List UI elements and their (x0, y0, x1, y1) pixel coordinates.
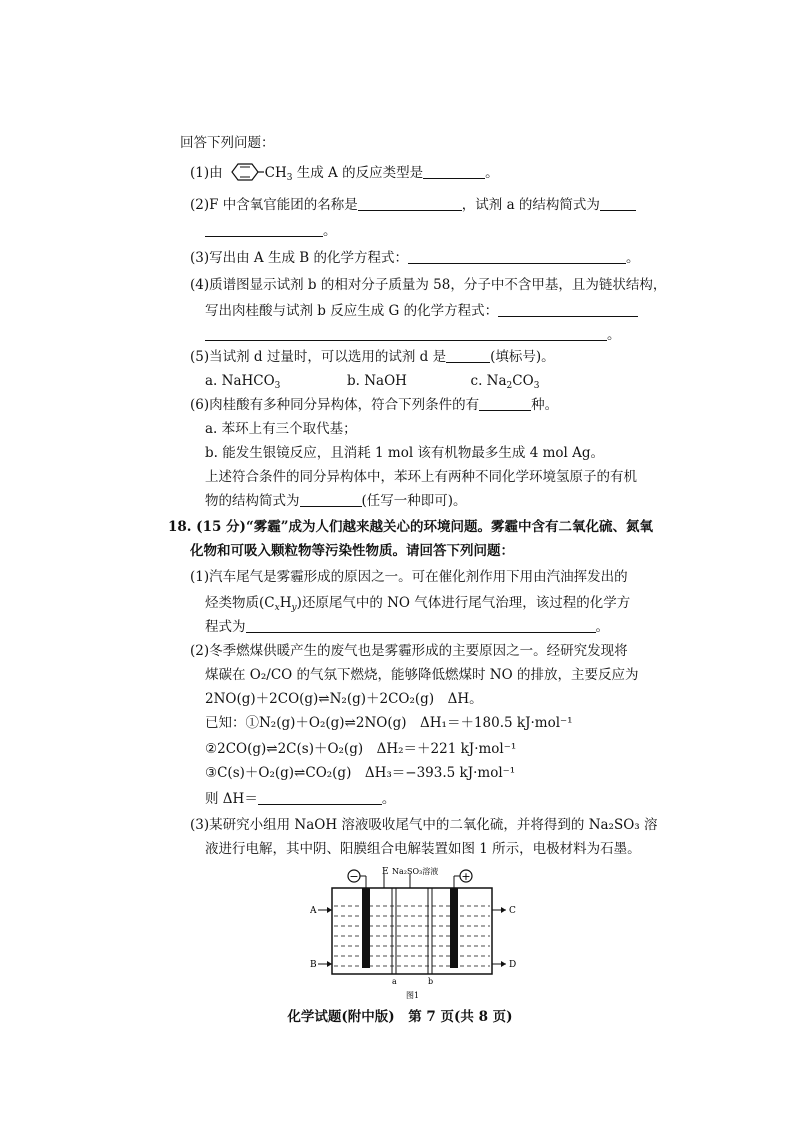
q18-part1-line1: (1)汽车尾气是雾霾形成的原因之一。可在催化剂作用下用由汽油挥发出的 (190, 569, 628, 585)
q18-delta-h: 则 ΔH＝ 。 (205, 791, 396, 807)
question-6-line3: 上述符合条件的同分异构体中，苯环上有两种不同化学环境氢原子的有机 (205, 469, 637, 485)
electrolysis-tank (332, 888, 492, 974)
anode-electrode (450, 888, 458, 968)
q18-part3-line1: (3)某研究小组用 NaOH 溶液吸收尾气中的二氧化硫，并将得到的 Na₂SO₃ 溶 (190, 817, 658, 833)
plus-sign: + (461, 870, 471, 883)
question-3: (3)写出由 A 生成 B 的化学方程式： 。 (190, 250, 640, 266)
q18-part2-line1: (2)冬季燃煤供暖产生的废气也是雾霾形成的主要原因之一。经研究发现将 (190, 643, 628, 659)
question-6-line4: 物的结构简式为 (任写一种即可)。 (205, 493, 467, 509)
cathode-electrode (362, 888, 370, 968)
question-4-line1: (4)质谱图显示试剂 b 的相对分子质量为 58，分子中不含甲基，且为链状结构， (190, 277, 667, 293)
answer-blank[interactable] (498, 302, 638, 317)
q18-part1-line2: 烃类物质$(C_xH_y)$还原尾气中的 NO 气体进行尾气治理，该过程的化学方 (205, 595, 631, 613)
answer-blank[interactable] (479, 396, 531, 411)
question-6-cond-a: a. 苯环上有三个取代基； (205, 421, 357, 437)
answer-blank[interactable] (446, 348, 490, 363)
answer-blank[interactable] (300, 492, 362, 507)
answer-blank[interactable] (205, 222, 323, 237)
q18-known-eq2: ②2CO(g)⇌2C(s)＋O₂(g) ΔH₂＝＋221 kJ·mol⁻¹ (205, 741, 517, 757)
label-e: E (382, 867, 389, 877)
answer-blank[interactable] (358, 196, 462, 211)
option-a[interactable]: a. NaHCO$_3$ (205, 373, 281, 391)
page-footer: 化学试题(附中版) 第 7 页(共 8 页) (287, 1009, 513, 1025)
question-4-line2: 写出肉桂酸与试剂 b 反应生成 G 的化学方程式： (205, 302, 638, 320)
answer-blank[interactable] (258, 790, 382, 805)
answer-blank[interactable] (408, 249, 626, 264)
answer-blank[interactable] (423, 164, 485, 179)
electrolysis-diagram (310, 866, 520, 1006)
q18-known-eq3: ③C(s)＋O₂(g)⇌CO₂(g) ΔH₃＝−393.5 kJ·mol⁻¹ (205, 765, 516, 781)
answer-blank[interactable] (205, 326, 607, 341)
intro-text: 回答下列问题： (180, 135, 275, 151)
label-membrane-a: a (392, 977, 397, 986)
question-5-options (205, 372, 539, 395)
label-na2so3-solution: Na₂SO₃溶液 (392, 867, 439, 876)
figure-caption: 图1 (406, 991, 420, 1000)
benzene-ring-icon (224, 162, 264, 182)
option-b[interactable]: b. NaOH (347, 373, 407, 389)
label-c-outlet: C (509, 906, 516, 916)
minus-sign: − (349, 870, 359, 883)
q18-part1-line3: 程式为 。 (205, 619, 609, 635)
q18-part3-line2: 液进行电解，其中阴、阳膜组合电解装置如图 1 所示，电极材料为石墨。 (205, 841, 641, 857)
label-b-inlet: B (310, 960, 317, 970)
question-5: (5)当试剂 d 过量时，可以选用的试剂 d 是 (填标号)。 (190, 349, 555, 365)
question-1: (1)由 $CH_3$ 生成 A 的反应类型是 。 (190, 162, 499, 187)
label-d-outlet: D (509, 960, 517, 970)
question-6: (6)肉桂酸有多种同分异构体，符合下列条件的有 种。 (190, 397, 559, 413)
answer-blank[interactable] (246, 618, 596, 633)
question-4-line3: 。 (205, 326, 621, 344)
question-18-head2: 化物和可吸入颗粒物等污染性物质。请回答下列问题： (190, 543, 514, 559)
q18-known-eq1: 已知：①N₂(g)＋O₂(g)⇌2NO(g) ΔH₁＝＋180.5 kJ·mol⁻¹ (205, 715, 573, 731)
electrolyte-solution (334, 906, 490, 966)
label-a-inlet: A (310, 906, 317, 916)
question-18-head: 18. (15 分)“雾霾”成为人们越来越关心的环境问题。雾霾中含有二氧化硫、氮氧 (168, 519, 653, 535)
question-2-line1: (2)F 中含氧官能团的名称是 ，试剂 a 的结构简式为 (190, 196, 636, 214)
label-membrane-b: b (428, 977, 434, 986)
answer-blank[interactable] (600, 196, 636, 211)
question-2-line2: 。 (205, 222, 337, 240)
q18-part2-equation: 2NO(g)＋2CO(g)⇌N₂(g)＋2CO₂(g) ΔH。 (205, 691, 483, 707)
question-6-cond-b: b. 能发生银镜反应，且消耗 1 mol 该有机物最多生成 4 mol Ag。 (205, 445, 605, 461)
q18-part2-line2: 煤碳在 O₂/CO 的气氛下燃烧，能够降低燃煤时 NO 的排放，主要反应为 (205, 667, 639, 683)
option-c[interactable]: c. $Na_2CO_3$ (470, 373, 540, 391)
